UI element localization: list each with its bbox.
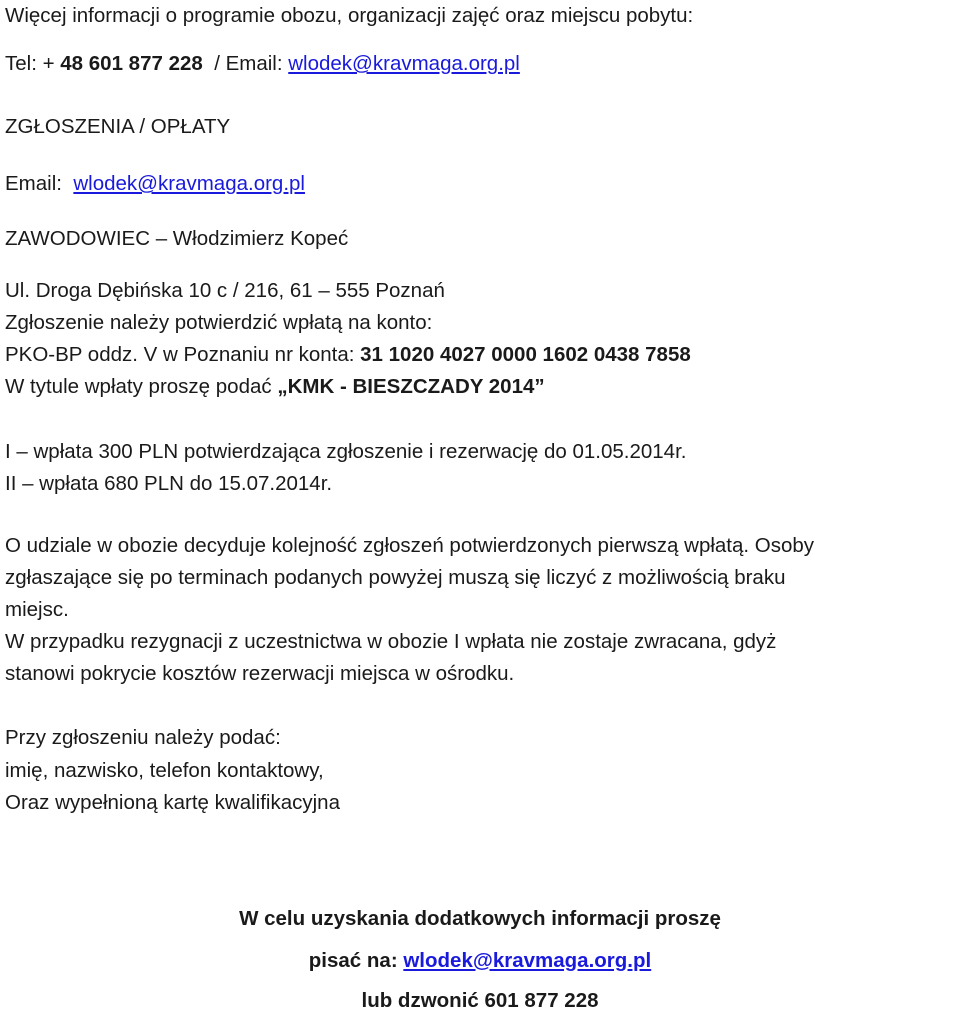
rules-line-5: stanowi pokrycie kosztów rezerwacji miejsca w ośrodku.	[5, 662, 514, 687]
rules-line-2: zgłaszające się po terminach podanych powyżej muszą się liczyć z możliwością braku	[5, 566, 785, 591]
rules-line-1: O udziale w obozie decyduje kolejność zgłoszeń potwierdzonych pierwszą wpłatą. Osoby	[5, 534, 814, 559]
required-item-1: imię, nazwisko, telefon kontaktowy,	[5, 759, 324, 784]
footer-write-line	[0, 949, 960, 974]
more-info-text: Więcej informacji o programie obozu, organizacji zajęć oraz miejscu pobytu:	[5, 4, 693, 29]
registration-email-line	[5, 172, 305, 197]
contact-line	[5, 52, 520, 77]
payment-title: „KMK - BIESZCZADY 2014”	[277, 375, 544, 398]
payment-first: I – wpłata 300 PLN potwierdzająca zgłoszenie i rezerwację do 01.05.2014r.	[5, 440, 686, 465]
title-prefix: W tytule wpłaty proszę podać	[5, 375, 272, 398]
bank-prefix: PKO-BP oddz. V w Poznaniu nr konta:	[5, 343, 354, 366]
payment-second: II – wpłata 680 PLN do 15.07.2014r.	[5, 472, 332, 497]
confirm-note: Zgłoszenie należy potwierdzić wpłatą na konto:	[5, 311, 432, 336]
company-name: ZAWODOWIEC – Włodzimierz Kopeć	[5, 227, 348, 252]
payment-title-line	[5, 375, 545, 400]
tel-label: Tel: +	[5, 52, 55, 75]
rules-line-3: miejsc.	[5, 598, 69, 623]
required-intro: Przy zgłoszeniu należy podać:	[5, 726, 281, 751]
footer-email-link[interactable]: wlodek@kravmaga.org.pl	[403, 949, 651, 972]
registration-email-link[interactable]: wlodek@kravmaga.org.pl	[73, 172, 305, 195]
registration-heading: ZGŁOSZENIA / OPŁATY	[5, 115, 230, 140]
bank-line	[5, 343, 691, 368]
account-number: 31 1020 4027 0000 1602 0438 7858	[360, 343, 691, 366]
required-item-2: Oraz wypełnioną kartę kwalifikacyjna	[5, 791, 340, 816]
registration-email-label: Email:	[5, 172, 62, 195]
footer-write-label: pisać na:	[309, 949, 398, 972]
tel-number: 48 601 877 228	[60, 52, 203, 75]
email-separator: / Email:	[214, 52, 282, 75]
footer-info-line: W celu uzyskania dodatkowych informacji proszę	[0, 907, 960, 932]
rules-line-4: W przypadku rezygnacji z uczestnictwa w obozie I wpłata nie zostaje zwracana, gdyż	[5, 630, 776, 655]
address: Ul. Droga Dębińska 10 c / 216, 61 – 555 Poznań	[5, 279, 445, 304]
footer-call-line: lub dzwonić 601 877 228	[0, 989, 960, 1013]
contact-email-link[interactable]: wlodek@kravmaga.org.pl	[288, 52, 520, 75]
